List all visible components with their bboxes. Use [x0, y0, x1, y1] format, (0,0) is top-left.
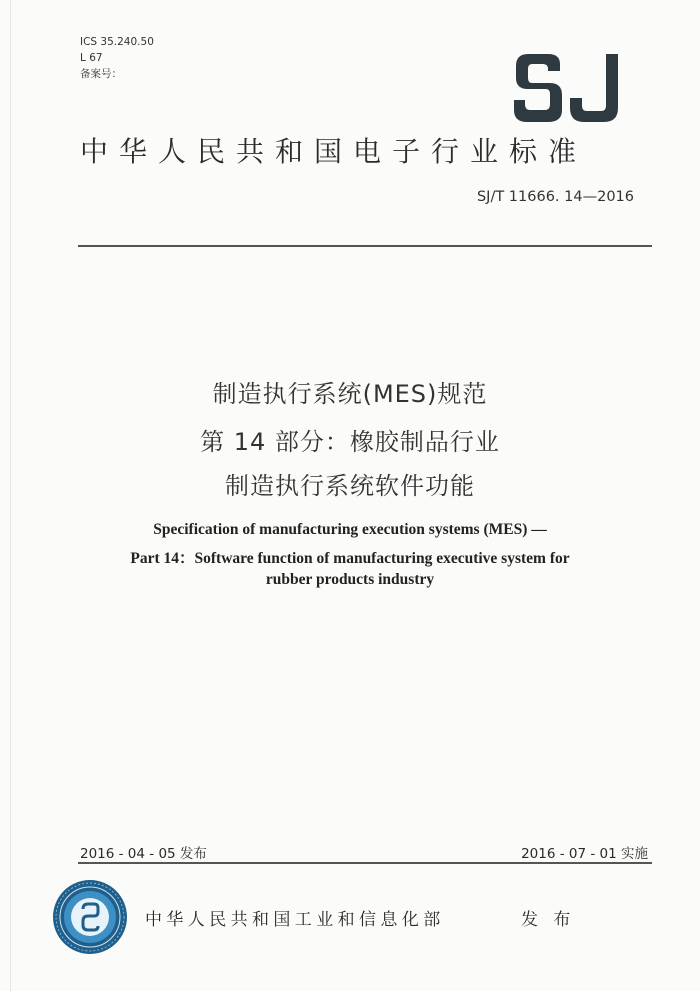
- record-number-label: 备案号：: [80, 68, 122, 80]
- standard-type-title: 中华人民共和国电子行业标准: [80, 135, 588, 168]
- english-title-line-1: Specification of manufacturing execution systems (MES) —: [153, 521, 547, 538]
- ministry-seal-icon: [52, 879, 128, 955]
- ics-code: ICS 35.240.50: [80, 36, 154, 48]
- chinese-title-line-1: 制造执行系统(MES)规范: [212, 380, 488, 408]
- classification-code: L 67: [80, 52, 103, 64]
- chinese-title-line-3: 制造执行系统软件功能: [225, 472, 475, 500]
- english-title-line-3: rubber products industry: [265, 571, 435, 588]
- top-divider: [78, 245, 652, 247]
- publish-label: 发 布: [521, 910, 576, 930]
- english-title-line-2: Part 14：Software function of manufacturing executive system for: [130, 550, 570, 567]
- bottom-divider: [78, 862, 652, 864]
- sj-logo: [512, 52, 624, 124]
- implementation-date: 2016 - 07 - 01 实施: [521, 846, 648, 862]
- issue-date: 2016 - 04 - 05 发布: [80, 846, 207, 862]
- standard-number: SJ/T 11666. 14—2016: [476, 189, 634, 205]
- issuing-authority: 中华人民共和国工业和信息化部: [145, 910, 445, 930]
- chinese-title-line-2: 第 14 部分：橡胶制品行业: [200, 428, 500, 456]
